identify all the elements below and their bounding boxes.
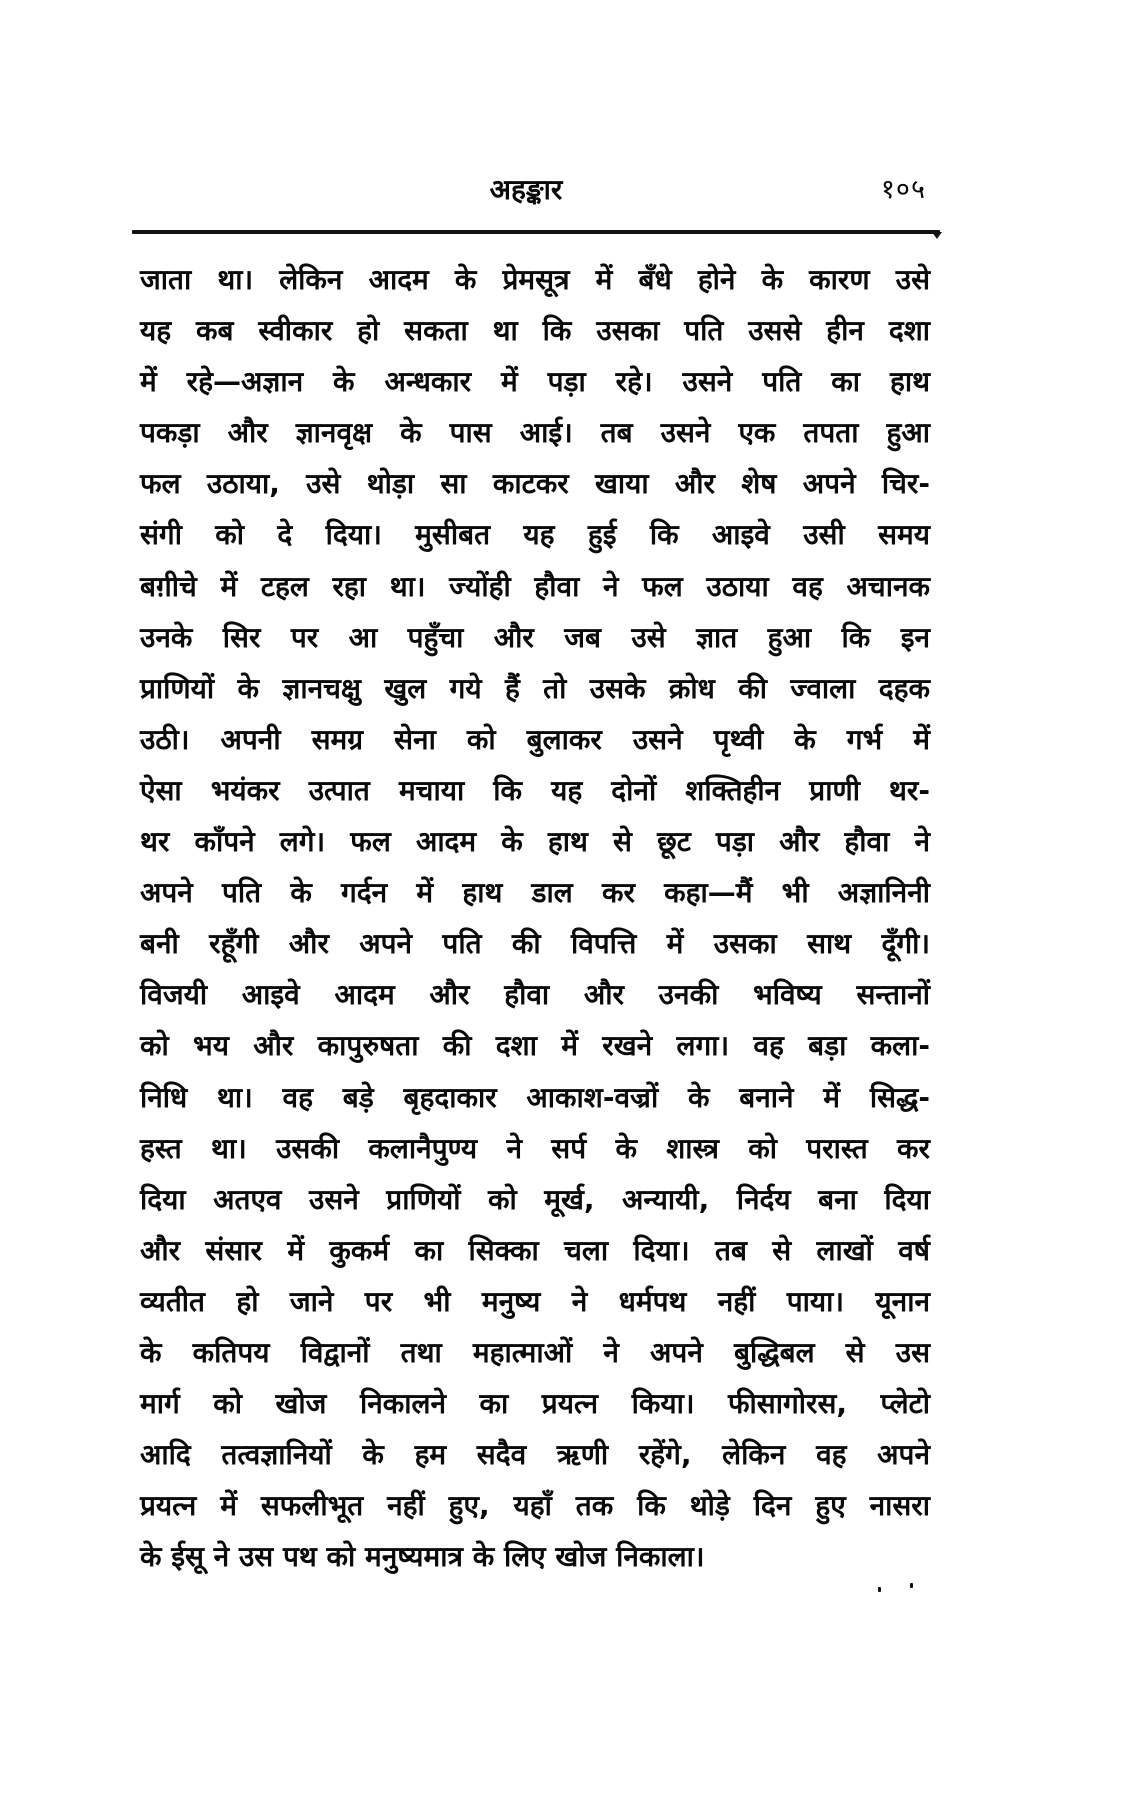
text-line: में रहे—अज्ञान के अन्धकार में पड़ा रहे। उसने पति का हाथ xyxy=(140,365,930,399)
text-line: आदि तत्वज्ञानियों के हम सदैव ऋणी रहेंगे, लेकिन वह अपने xyxy=(140,1438,930,1472)
text-line: पकड़ा और ज्ञानवृक्ष के पास आई। तब उसने एक तपता हुआ xyxy=(140,416,930,450)
text-line: मार्ग को खोज निकालने का प्रयत्न किया। फीसागोरस, प्लेटो xyxy=(140,1387,930,1421)
text-line: विजयी आइवे आदम और हौवा और उनकी भविष्य सन्तानों xyxy=(140,978,930,1012)
ink-speck xyxy=(910,1583,913,1588)
text-line: उठी। अपनी समग्र सेना को बुलाकर उसने पृथ्वी के गर्भ में xyxy=(140,722,930,756)
chapter-title: अहङ्कार xyxy=(489,173,563,206)
text-line: ऐसा भयंकर उत्पात मचाया कि यह दोनों शक्तिहीन प्राणी थर- xyxy=(140,773,930,807)
text-line: हस्त था। उसकी कलानैपुण्य ने सर्प के शास्त्र को परास्त कर xyxy=(140,1131,930,1165)
text-line: व्यतीत हो जाने पर भी मनुष्य ने धर्मपथ नहीं पाया। यूनान xyxy=(140,1284,930,1318)
print-specks xyxy=(870,1583,930,1595)
running-head xyxy=(132,168,940,212)
text-line: के कतिपय विद्वानों तथा महात्माओं ने अपने बुद्धिबल से उस xyxy=(140,1335,930,1369)
text-line: अपने पति के गर्दन में हाथ डाल कर कहा—मैं भी अज्ञानिनी xyxy=(140,876,930,910)
text-line: के ईसू ने उस पथ को मनुष्यमात्र के लिए खोज निकाला। xyxy=(140,1540,705,1574)
text-line: दिया अतएव उसने प्राणियों को मूर्ख, अन्यायी, निर्दय बना दिया xyxy=(140,1182,930,1216)
header-rule-divider xyxy=(132,230,940,234)
text-line: प्रयत्न में सफलीभूत नहीं हुए, यहाँ तक कि थोड़े दिन हुए नासरा xyxy=(140,1489,930,1523)
body-paragraph xyxy=(140,254,930,1582)
text-line: उनके सिर पर आ पहुँचा और जब उसे ज्ञात हुआ कि इन xyxy=(140,620,930,654)
page-number: १०५ xyxy=(880,174,926,205)
ink-speck xyxy=(878,1587,881,1592)
text-line: जाता था। लेकिन आदम के प्रेमसूत्र में बँधे होने के कारण उसे xyxy=(140,263,930,296)
text-line: को भय और कापुरुषता की दशा में रखने लगा। वह बड़ा कला- xyxy=(140,1029,930,1063)
text-line: बनी रहूँगी और अपने पति की विपत्ति में उसका साथ दूँगी। xyxy=(140,927,930,961)
text-line: बग़ीचे में टहल रहा था। ज्योंही हौवा ने फल उठाया वह अचानक xyxy=(140,569,930,603)
text-line: प्राणियों के ज्ञानचक्षु खुल गये हैं तो उसके क्रोध की ज्वाला दहक xyxy=(140,671,930,705)
text-line: थर काँपने लगे। फल आदम के हाथ से छूट पड़ा और हौवा ने xyxy=(140,825,930,859)
text-line: यह कब स्वीकार हो सकता था कि उसका पति उससे हीन दशा xyxy=(140,314,930,348)
text-line: निधि था। वह बड़े बृहदाकार आकाश-वज्रों के बनाने में सिद्ध- xyxy=(140,1080,930,1114)
text-line: फल उठाया, उसे थोड़ा सा काटकर खाया और शेष अपने चिर- xyxy=(140,467,930,501)
text-line: संगी को दे दिया। मुसीबत यह हुई कि आइवे उसी समय xyxy=(140,518,930,552)
text-line: और संसार में कुकर्म का सिक्का चला दिया। तब से लाखों वर्ष xyxy=(140,1233,930,1267)
